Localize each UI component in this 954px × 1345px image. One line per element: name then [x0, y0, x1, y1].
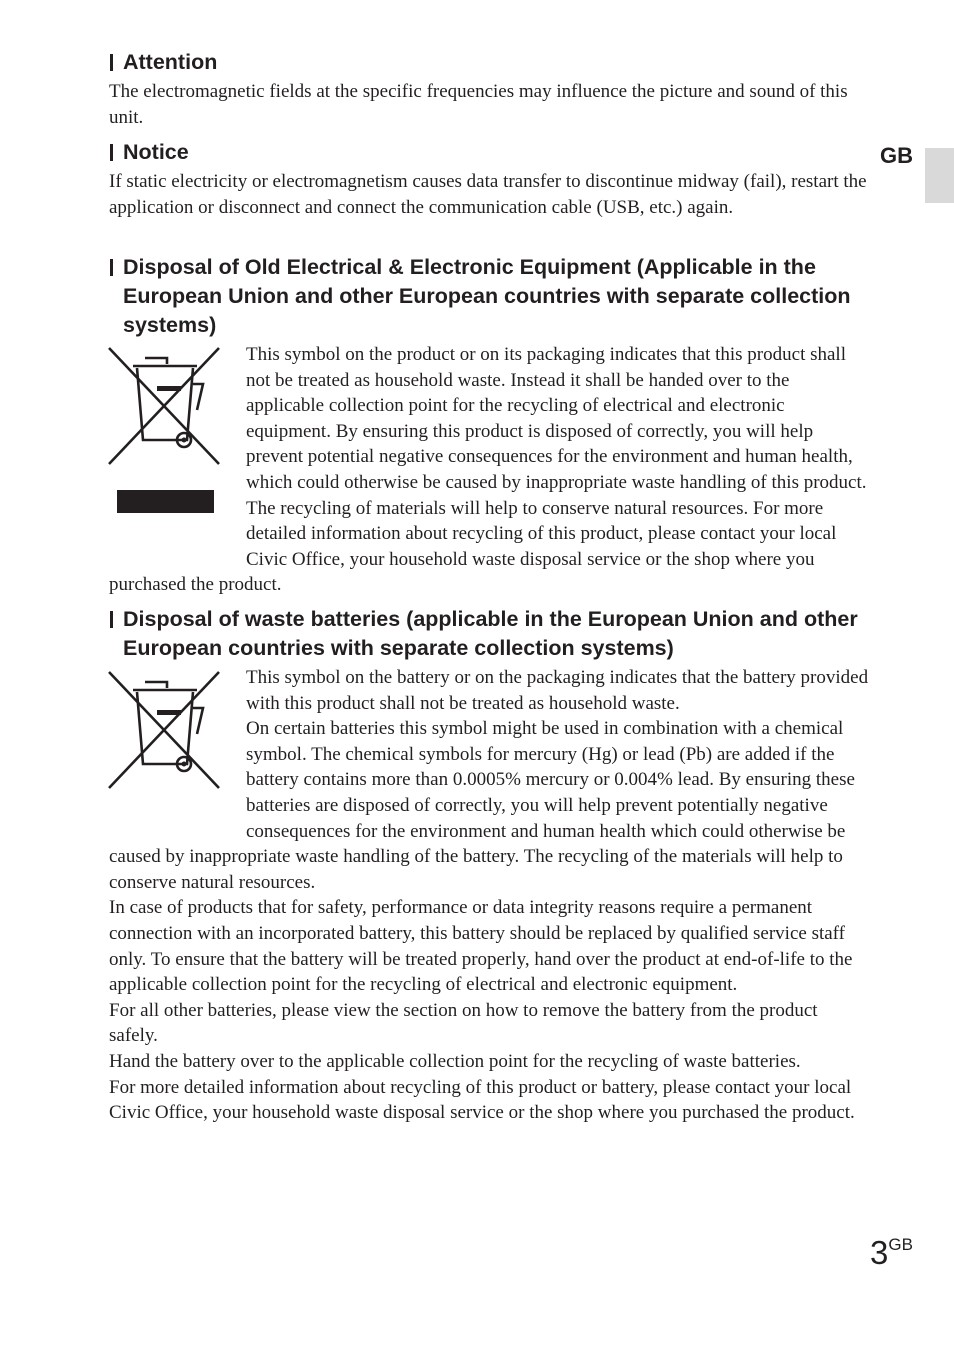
batteries-heading-text: Disposal of waste batteries (applicable in the European Union and other European countries with separate collection systems) — [123, 607, 858, 660]
batteries-paragraph-4: For all other batteries, please view the section on how to remove the battery from the product safely. — [109, 999, 818, 1047]
language-label: GB — [880, 143, 913, 168]
page-number-suffix: GB — [888, 1235, 913, 1254]
notice-section — [109, 169, 869, 220]
weee-date-bar — [117, 490, 214, 513]
page-number-value: 3 — [870, 1234, 889, 1271]
attention-heading — [109, 48, 217, 77]
weee-text: This symbol on the product or on its packaging indicates that this product shall not be treated as household waste. Instead it shall be handed over to the applicable collection point for the recycling of electrical and electronic equipment. By ensuring this product is disposed of correctly, you will help prevent potential negative consequences for the environment and human health, which could otherwise be caused by inappropriate waste handling of this product. The recycling of materials will help to conserve natural resources. For more detailed information about recycling of this product, please contact your local Civic Office, your household waste disposal service or the shop where you purchased the product. — [109, 344, 867, 596]
page-number — [870, 1234, 913, 1272]
notice-text: If static electricity or electromagnetism causes data transfer to discontinue midway (fail), restart the application or disconnect and connect the communication cable (USB, etc.) again. — [109, 171, 867, 218]
heading-marker — [110, 54, 113, 71]
attention-text: The electromagnetic fields at the specific frequencies may influence the picture and sound of this unit. — [109, 81, 848, 128]
notice-heading-text: Notice — [123, 140, 189, 164]
batteries-section — [109, 665, 869, 1126]
batteries-paragraph-6: For more detailed information about recycling of this product or battery, please contact your local Civic Office, your household waste disposal service or the shop where you purchased the product. — [109, 1076, 855, 1124]
batteries-heading — [109, 605, 879, 663]
crossed-out-wheelie-bin-icon — [107, 346, 223, 468]
weee-heading — [109, 253, 879, 340]
batteries-paragraph-5: Hand the battery over to the applicable collection point for the recycling of waste batteries. — [109, 1050, 801, 1072]
weee-section — [109, 342, 869, 598]
language-tab — [925, 148, 954, 203]
batteries-paragraph-3: In case of products that for safety, performance or data integrity reasons require a permanent connection with an incorporated battery, this battery should be replaced by qualified service staff only. To ensure that the battery will be treated properly, hand over the product at end-of-life to the applicable collection point for the recycling of electrical and electronic equipment. — [109, 897, 853, 996]
heading-marker — [110, 259, 113, 276]
crossed-out-wheelie-bin-icon — [107, 670, 223, 792]
heading-marker — [110, 144, 113, 161]
heading-marker — [110, 611, 113, 628]
weee-heading-text: Disposal of Old Electrical & Electronic Equipment (Applicable in the European Union and other European countries with separate collection systems) — [123, 255, 851, 337]
notice-heading — [109, 138, 189, 167]
batteries-paragraph-2: On certain batteries this symbol might be used in combination with a chemical symbol. The chemical symbols for mercury (Hg) or lead (Pb) are added if the battery contains more than 0.0005% mercury or 0.004% lead. By ensuring these batteries are disposed of correctly, you will help prevent potentially negative consequences for the environment and human health which could otherwise be caused by inappropriate waste handling of the battery. The recycling of the materials will help to conserve natural resources. — [109, 718, 855, 893]
batteries-paragraph-1: This symbol on the battery or on the packaging indicates that the battery provided with this product shall not be treated as household waste. — [246, 667, 869, 714]
attention-section — [109, 79, 869, 130]
attention-heading-text: Attention — [123, 50, 218, 74]
